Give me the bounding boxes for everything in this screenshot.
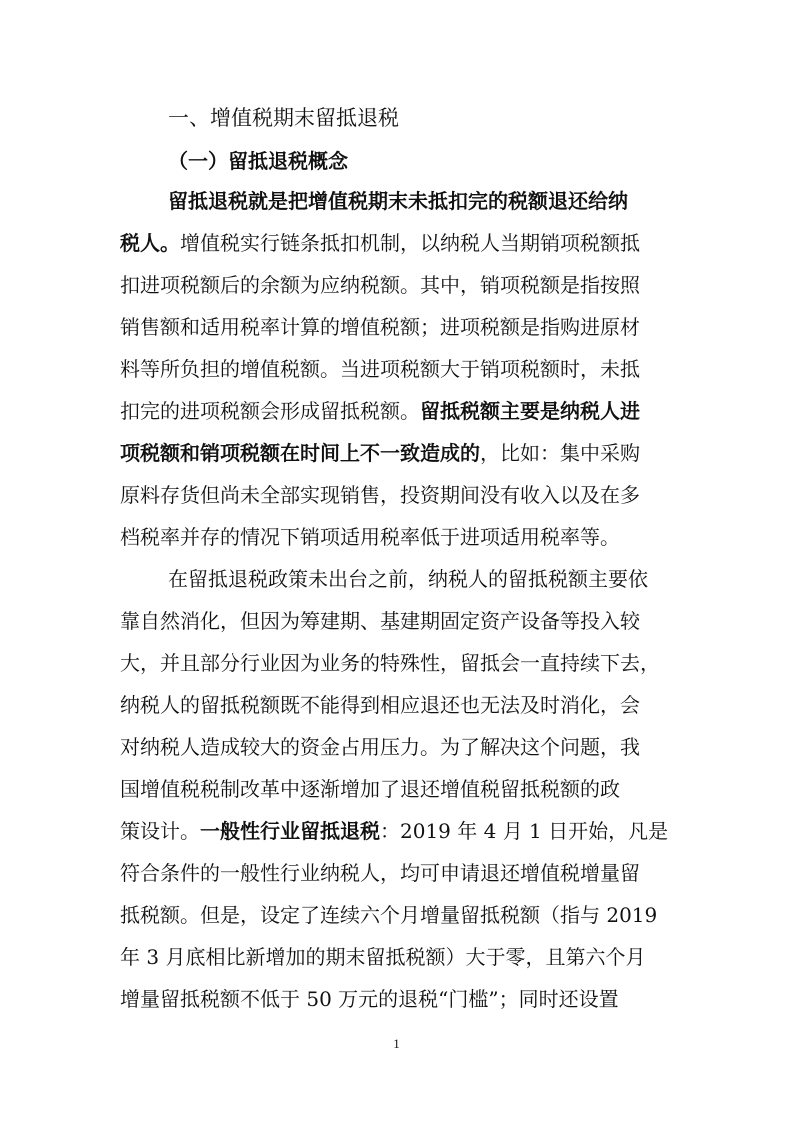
paragraph-1-line-3: 扣进项税额后的余额为应纳税额。其中，销项税额是指按照	[120, 273, 640, 297]
paragraph-2-line-2: 靠自然消化，但因为筹建期、基建期固定资产设备等投入较	[120, 609, 640, 633]
subsection-heading: （一）留抵退税概念	[168, 149, 348, 173]
bold-text: 项税额和销项税额在时间上不一致造成的	[120, 441, 480, 465]
paragraph-1-line-8: 原料存货但尚未全部实现销售，投资期间没有收入以及在多	[120, 483, 640, 507]
body-text: 策设计。	[120, 819, 200, 843]
paragraph-2-line-1: 在留抵退税政策未出台之前，纳税人的留抵税额主要依	[168, 567, 648, 591]
body-text: 增值税实行链条抵扣机制，以纳税人当期销项税额抵	[180, 231, 640, 255]
paragraph-1-line-1: 留抵退税就是把增值税期末未抵扣完的税额退还给纳	[168, 189, 628, 213]
paragraph-2-line-10: 年 3 月底相比新增加的期末留抵税额）大于零，且第六个月	[120, 945, 646, 969]
body-text: ：2019 年 4 月 1 日开始，凡是	[380, 819, 669, 843]
paragraph-1-line-9: 档税率并存的情况下销项适用税率低于进项适用税率等。	[120, 525, 620, 549]
body-text: 扣完的进项税额会形成留抵税额。	[120, 399, 420, 423]
paragraph-2-line-4: 纳税人的留抵税额既不能得到相应退还也无法及时消化，会	[120, 693, 640, 717]
section-heading: 一、增值税期末留抵退税	[168, 106, 399, 130]
paragraph-1-line-2	[120, 228, 672, 258]
paragraph-1-line-5: 料等所负担的增值税额。当进项税额大于销项税额时，未抵	[120, 357, 640, 381]
paragraph-1-line-4: 销售额和适用税率计算的增值税额；进项税额是指购进原材	[120, 315, 640, 339]
bold-text: 一般性行业留抵退税	[200, 819, 380, 843]
page-number: 1	[393, 1036, 400, 1051]
bold-text: 税人。	[120, 231, 180, 255]
paragraph-2-line-11: 增量留抵税额不低于 50 万元的退税“门槛”；同时还设置	[120, 987, 619, 1011]
bold-text: 留抵税额主要是纳税人进	[420, 399, 640, 423]
paragraph-2-line-5: 对纳税人造成较大的资金占用压力。为了解决这个问题，我	[120, 735, 640, 759]
paragraph-2-line-7	[120, 816, 672, 846]
paragraph-1-line-6	[120, 396, 672, 426]
paragraph-2-line-9: 抵税额。但是，设定了连续六个月增量留抵税额（指与 2019	[120, 903, 658, 927]
paragraph-2-line-3: 大，并且部分行业因为业务的特殊性，留抵会一直持续下去，	[120, 651, 660, 675]
body-text: ，比如：集中采购	[480, 441, 640, 465]
paragraph-2-line-8: 符合条件的一般性行业纳税人，均可申请退还增值税增量留	[120, 861, 640, 885]
paragraph-2-line-6: 国增值税税制改革中逐渐增加了退还增值税留抵税额的政	[120, 777, 620, 801]
paragraph-1-line-7	[120, 438, 672, 468]
